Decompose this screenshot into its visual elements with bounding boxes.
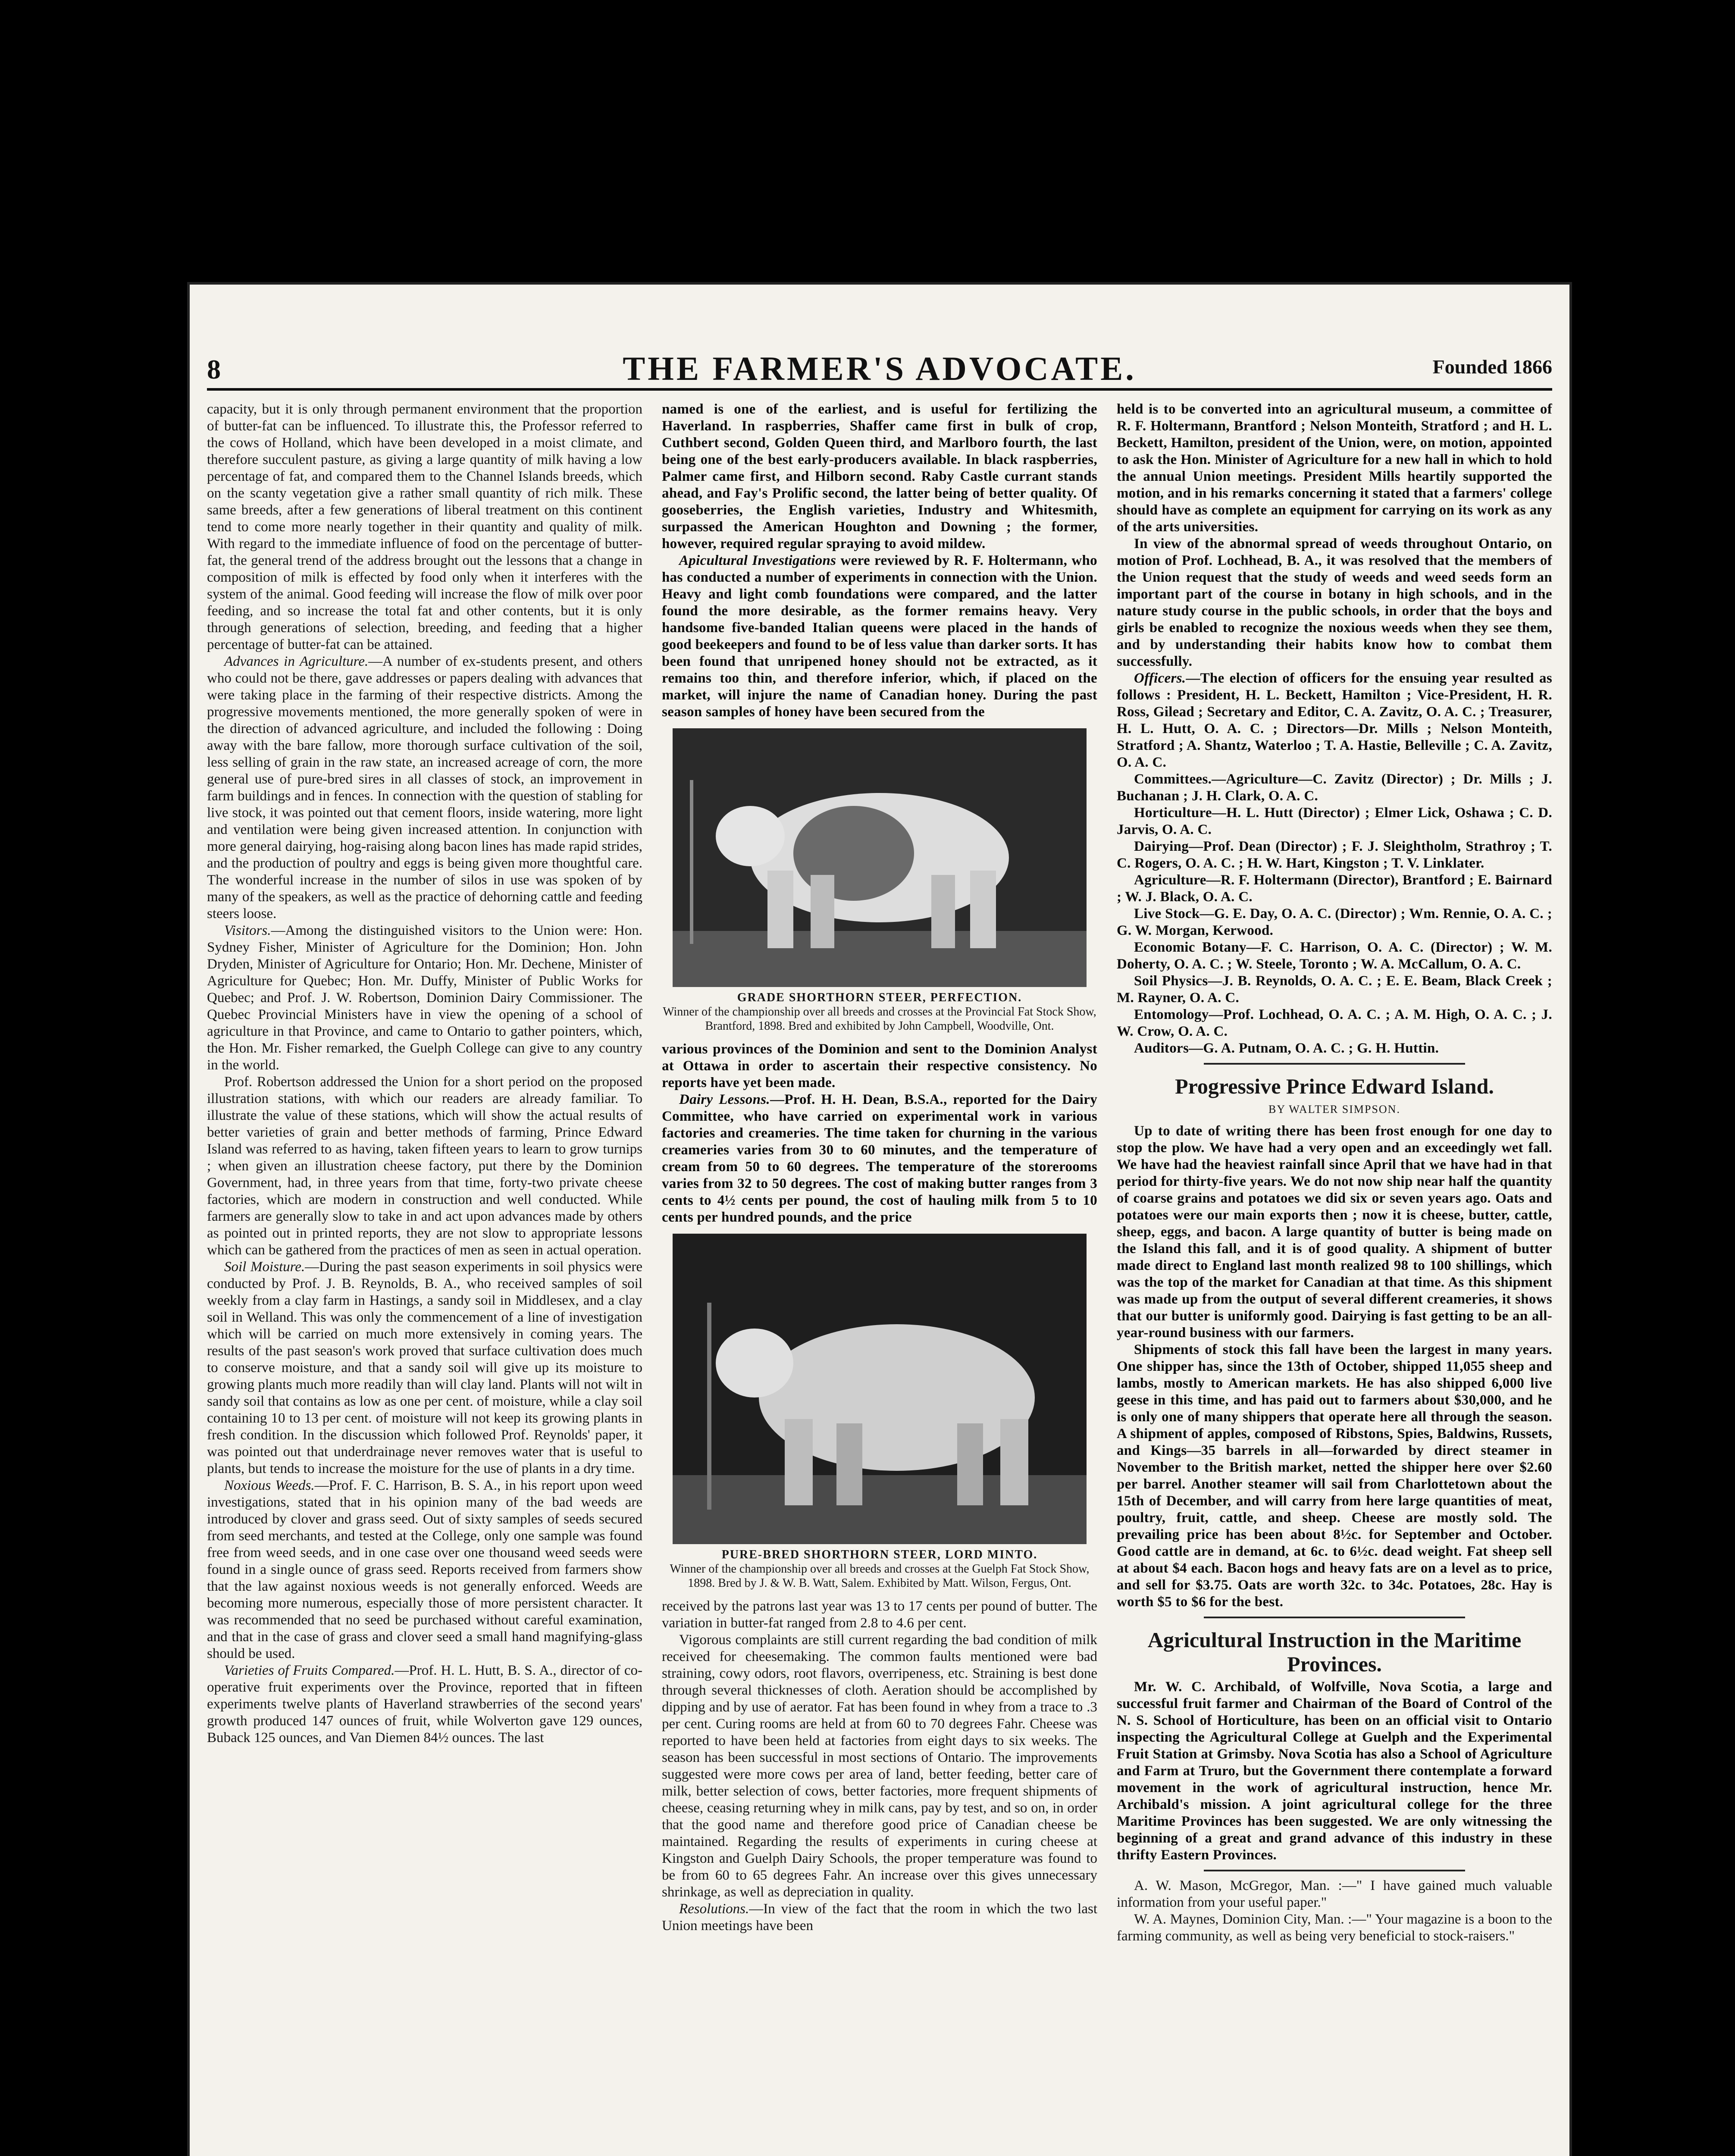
- paragraph-text: —During the past season experiments in soil physics were conducted by Prof. J. B. Reynolds, B. A., who received samples of soil weekly from a clay farm in Hastings, a sandy soil in Middlesex, and a clay soil in Welland. This was only the commencement of a line of investigation which will be carried on much more extensively in coming years. The results of the past season's work proved that surface cultivation does much to conserve moisture, and that a sandy soil will give up its moisture to growing plants much more readily than will clay land. Plants will not wilt in sandy soil that contains as low as one per cent. of moisture, while a clay soil containing 10 to 13 per cent. of moisture will not keep its growing plants in fresh condition. In the discussion which followed Prof. Reynolds' paper, it was pointed out that underdrainage never removes water that is useful to plants, but tends to increase the moisture for the use of plants in a dry time.: [207, 1259, 642, 1476]
- masthead: THE FARMER'S ADVOCATE.: [623, 350, 1137, 387]
- photo-title: GRADE SHORTHORN STEER, PERFECTION.: [737, 991, 1022, 1004]
- photo-caption-1: [662, 990, 1097, 1033]
- paragraph: capacity, but it is only through permanent environment that the proportion of butter-fat can be influenced. To illustrate this, the Professor referred to the cows of Holland, which have been developed in a moist climate, and therefore succulent pasture, as giving a large quantity of milk having a low percentage of fat, and compared them to the Channel Islands breeds, which on the scanty vegetation give a rather small quantity of rich milk. These same breeds, after a few generations of liberal treatment on this continent tend to come more nearly together in their quantity and quality of milk. With regard to the immediate influence of food on the percentage of butter-fat, the general trend of the address brought out the lessons that a change in composition of milk is effected by food only when it interferes with the system of the animal. Good feeding will increase the flow of milk over poor feeding, and so increase the total fat and other contents, but it is only through generations of selection, breeding, and feeding that a higher percentage of butter-fat can be attained.: [207, 401, 642, 652]
- photo-caption-2: [662, 1548, 1097, 1590]
- paragraph: [662, 1091, 1097, 1226]
- paragraph: [1117, 670, 1552, 771]
- newspaper-page: [190, 285, 1569, 2156]
- steer-photo-1: [673, 728, 1087, 987]
- steer-illustration-2: [673, 1234, 1087, 1544]
- page-number: 8: [207, 354, 221, 385]
- paragraph: In view of the abnormal spread of weeds throughout Ontario, on motion of Prof. Lochhead, B. A., it was resolved that the members of the Union request that the study of weeds and weed seeds form an important part of the course in botany in high schools, and in the nature study course in the public schools, in order that the boys and girls be enabled to recognize the noxious weeds when they see them, and by understanding their habits know how to combat them successfully.: [1117, 536, 1552, 669]
- subhead: Resolutions.: [679, 1901, 749, 1917]
- committee-line: Auditors—G. A. Putnam, O. A. C. ; G. H. Huttin.: [1134, 1040, 1439, 1056]
- steer-illustration-1: [673, 728, 1087, 987]
- subhead: Varieties of Fruits Compared.: [224, 1663, 395, 1678]
- paragraph: [207, 1259, 642, 1477]
- subhead: Officers.: [1134, 671, 1186, 686]
- paragraph: Shipments of stock this fall have been the largest in many years. One shipper has, since the 13th of October, shipped 11,055 sheep and lambs, mostly to American markets. He has also shipped 6,000 live geese in this time, and has paid out to farmers about $30,000, and he is only one of many shippers that operate here all through the season. A shipment of apples, composed of Ribstons, Spies, Baldwins, Russets, and Kings—35 barrels in all—forwarded by direct steamer in November to the British market, netted the shipper here over $2.60 per barrel. Another steamer will sail from Charlottetown about the 15th of December, and will carry from here large quantities of meat, poultry, fruit, cattle, and sheep. Cheese are mostly sold. The prevailing price has been about 8½c. for September and October. Good cattle are in demand, at 6c. to 6½c. dead weight. Fat sheep sell at about $4 each. Bacon hogs and heavy fats are on a level as to price, and sell for $3.75. Oats are worth 32c. to 34c. Potatoes, 28c. Hay is worth $5 to $6 for the best.: [1117, 1342, 1552, 1610]
- paragraph-text: —A number of ex-students present, and others who could not be there, gave addresses or papers dealing with advances that were taking place in the farming of their respective districts. Among the progressive movements mentioned, the more generally spoken of were in the direction of advanced agriculture, and included the following : Doing away with the bare fallow, more thorough surface cultivation of the soil, less selling of grain in the raw state, an increased acreage of corn, the more general use of pure-bred sires in all classes of stock, an improvement in farm buildings and in fences. In connection with the question of stabling for live stock, it was pointed out that cement floors, inside watering, more light and ventilation were being given increased attention. In conjunction with more general dairying, hog-raising along bacon lines has made rapid strides, and the production of poultry and eggs is being given more thoughtful care. The wonderful increase in the number of silos in use was spoken of by many of the speakers, as well as the practice of dehorning cattle and feeding steers loose.: [207, 654, 642, 921]
- paragraph: [662, 1901, 1097, 1934]
- committee-line: Dairying—Prof. Dean (Director) ; F. J. Sleightholm, Strathroy ; T. C. Rogers, O. A. C. ; H. W. Hart, Kingston ; T. V. Linklater.: [1117, 839, 1552, 871]
- paragraph: Mr. W. C. Archibald, of Wolfville, Nova Scotia, a large and successful fruit farmer and Chairman of the Board of Control of the N. S. School of Horticulture, has been on an official visit to Ontario inspecting the Agricultural College at Guelph and the Experimental Fruit Station at Grimsby. Nova Scotia has also a School of Agriculture and Farm at Truro, but the Government there contemplate a forward movement in the work of agricultural instruction, hence Mr. Archibald's mission. A joint agricultural college for the three Maritime Provinces has been suggested. We are only witnessing the beginning of a great and grand advance of this industry in these thrifty Eastern Provinces.: [1117, 1679, 1552, 1863]
- paragraph-text: —Prof. H. L. Hutt, B. S. A., director of co-operative fruit experiments over the Province, reported that in fifteen experiments twelve plants of Haverland strawberries of the second years' growth produced 147 ounces of fruit, while Wolverton gave 129 ounces, Buback 125 ounces, and Van Diemen 84½ ounces. The last: [207, 1663, 642, 1745]
- paragraph-text: —The election of officers for the ensuing year resulted as follows : President, H. L. Beckett, Hamilton ; Vice-President, H. R. Ross, Gilead ; Secretary and Editor, C. A. Zavitz, O. A. C. ; Treasurer, H. L. Hutt, O. A. C. ; Directors—Dr. Mills ; Nelson Monteith, Stratford ; A. Shantz, Waterloo ; T. A. Hastie, Belleville ; C. A. Zavitz, O. A. C.: [1117, 671, 1552, 770]
- paragraph-text: —Prof. F. C. Harrison, B. S. A., in his report upon weed investigations, stated that in his opinion many of the bad weeds are introduced by clover and grass seed. Out of sixty samples of seeds secured from seed merchants, and tested at the College, only one sample was found free from weed seeds, and in one case over one thousand weed seeds were found in a single ounce of grass seed. Reports received from farmers show that the law against noxious weeds is not generally enforced. Weeds are becoming more numerous, especially those of more persistent character. It was recommended that no seed be purchased without careful examination, and that in the case of grass and clover seed a small hand magnifying-glass should be used.: [207, 1478, 642, 1661]
- committee-line: Live Stock—G. E. Day, O. A. C. (Director) ; Wm. Rennie, O. A. C. ; G. W. Morgan, Kerwood.: [1117, 906, 1552, 938]
- steer-photo-2: [673, 1234, 1087, 1544]
- paragraph: [207, 922, 642, 1074]
- column-2: [662, 401, 1097, 2156]
- subhead: Soil Moisture.: [224, 1259, 305, 1275]
- photo-caption-text: Winner of the championship over all breeds and crosses at the Provincial Fat Stock Show, Brantford, 1898. Bred and exhibited by John Campbell, Woodville, Ont.: [663, 1005, 1096, 1033]
- subhead: Dairy Lessons.: [679, 1092, 770, 1107]
- column-3: [1117, 401, 1552, 2156]
- subhead: Apicultural Investigations: [679, 553, 836, 568]
- divider: [1204, 1063, 1465, 1065]
- subhead: Advances in Agriculture.: [224, 654, 369, 669]
- byline: BY WALTER SIMPSON.: [1268, 1103, 1400, 1116]
- committee-line: Horticulture—H. L. Hutt (Director) ; Elmer Lick, Oshawa ; C. D. Jarvis, O. A. C.: [1117, 805, 1552, 837]
- subhead: Noxious Weeds.: [224, 1478, 315, 1493]
- committee-line: Soil Physics—J. B. Reynolds, O. A. C. ; E. E. Beam, Black Creek ; M. Rayner, O. A. C.: [1117, 973, 1552, 1006]
- committee-line: Entomology—Prof. Lochhead, O. A. C. ; A. M. High, O. A. C. ; J. W. Crow, O. A. C.: [1117, 1007, 1552, 1039]
- testimonial: A. W. Mason, McGregor, Man. :—" I have gained much valuable information from your useful paper.": [1117, 1878, 1552, 1910]
- paragraph: various provinces of the Dominion and sent to the Dominion Analyst at Ottawa in order to ascertain their respective consistency. No reports have yet been made.: [662, 1041, 1097, 1091]
- testimonial: W. A. Maynes, Dominion City, Man. :—" Your magazine is a boon to the farming community, as well as being very beneficial to stock-raisers.": [1117, 1912, 1552, 1944]
- paragraph-text: —In view of the fact that the room in which the two last Union meetings have been: [662, 1901, 1097, 1934]
- article-heading: Progressive Prince Edward Island.: [1175, 1074, 1494, 1098]
- paragraph: received by the patrons last year was 13 to 17 cents per pound of butter. The variation in butter-fat ranged from 2.8 to 4.6 per cent.: [662, 1598, 1097, 1631]
- paragraph: [207, 1662, 642, 1746]
- paragraph: named is one of the earliest, and is useful for fertilizing the Haverland. In raspberries, Shaffer came first in bulk of crop, Cuthbert second, Golden Queen third, and Marlboro fourth, the last being one of the best early-producers available. In black raspberries, Palmer came first, and Hilborn second. Raby Castle currant stands ahead, and Fay's Prolific second, the latter being of better quality. Of gooseberries, the English varieties, Industry and Whitesmith, surpassed the American Houghton and Downing ; the former, however, required regular spraying to avoid mildew.: [662, 401, 1097, 552]
- paragraph-text: —Among the distinguished visitors to the Union were: Hon. Sydney Fisher, Minister of Agriculture for the Dominion; Hon. John Dryden, Minister of Agriculture for Ontario; Hon. Mr. Dechene, Minister of Agriculture for Quebec; Hon. Mr. Duffy, Minister of Public Works for Quebec; and Prof. J. W. Robertson, Dominion Dairy Commissioner. The Quebec Provincial Ministers have in view the opening of a school of agriculture in that Province, and came to Ontario to gather pointers, which, the Hon. Mr. Fisher remarked, the Guelph College can give to any country in the world.: [207, 923, 642, 1073]
- paragraph-text: were reviewed by R. F. Holtermann, who has conducted a number of experiments in connection with the Union. Heavy and light comb foundations were compared, and the latter found the more desirable, as the former remains heavy. Very handsome five-banded Italian queens were placed in the hands of good beekeepers and found to be of less value than darker sorts. It has been found that unripened honey should not be extracted, as it remains too thin, and therefore inferior, which, if placed on the market, will injure the name of Canadian honey. During the past season samples of honey have been secured from the: [662, 553, 1097, 720]
- photo-caption-text: Winner of the championship over all breeds and crosses at the Guelph Fat Stock Show, 1898. Bred by J. & W. B. Watt, Salem. Exhibited by Matt. Wilson, Fergus, Ont.: [670, 1562, 1090, 1590]
- divider: [1204, 1870, 1465, 1871]
- founded-label: Founded 1866: [1432, 356, 1552, 378]
- page-header: [207, 349, 1552, 391]
- committee-line: Agriculture—R. F. Holtermann (Director), Brantford ; E. Bairnard ; W. J. Black, O. A. C.: [1117, 872, 1552, 905]
- paragraph: Up to date of writing there has been frost enough for one day to stop the plow. We have had a very open and an exceedingly wet fall. We have had the heaviest rainfall since April that we have had in that period for thirty-five years. We do not now ship near half the quantity of coarse grains and potatoes we did six or seven years ago. Oats and potatoes were our main exports then ; now it is cheese, butter, cattle, sheep, eggs, and bacon. A large quantity of butter is being made on the Island this fall, and it is of good quality. A shipment of butter made direct to England last month realized 98 to 100 shillings, which was the top of the market for Canadian at that time. As this shipment was made up from the output of several different creameries, it shows that our butter is uniformly good. Dairying is fast getting to be an all-year-round business with our farmers.: [1117, 1123, 1552, 1341]
- paragraph: [662, 552, 1097, 721]
- column-1: [207, 401, 642, 2156]
- committee-line: Committees.—Agriculture—C. Zavitz (Director) ; Dr. Mills ; J. Buchanan ; J. H. Clark, O. A. C.: [1117, 771, 1552, 804]
- paragraph-text: —Prof. H. H. Dean, B.S.A., reported for the Dairy Committee, who have carried on experimental work in various factories and creameries. The time taken for churning in the various creameries varies from 30 to 60 minutes, and the temperature of cream from 50 to 60 degrees. The temperature of the storerooms varies from 32 to 50 degrees. The cost of making butter ranges from 3 cents to 4½ cents per pound, the cost of hauling milk from 5 to 10 cents per hundred pounds, and the price: [662, 1092, 1097, 1225]
- film-border-left: [0, 0, 190, 2156]
- paragraph: [207, 1477, 642, 1662]
- committee-line: Economic Botany—F. C. Harrison, O. A. C. (Director) ; W. M. Doherty, O. A. C. ; W. Steele, Toronto ; W. A. McCallum, O. A. C.: [1117, 940, 1552, 972]
- paragraph: held is to be converted into an agricultural museum, a committee of R. F. Holtermann, Brantford ; Nelson Monteith, Stratford ; and H. L. Beckett, Hamilton, president of the Union, were, on motion, appointed to ask the Hon. Minister of Agriculture for a new hall in which to hold the annual Union meetings. President Mills heartily supported the motion, and in his remarks concerning it stated that a farmers' college should have as complete an equipment for carrying on its work as any of the arts universities.: [1117, 401, 1552, 535]
- photo-title: PURE-BRED SHORTHORN STEER, LORD MINTO.: [721, 1548, 1038, 1561]
- paragraph: Prof. Robertson addressed the Union for a short period on the proposed illustration stations, with which our readers are already familiar. To illustrate the value of these stations, which will show the actual results of better varieties of grain and better methods of farming, Prince Edward Island was referred to as having, taken fifteen years to learn to grow turnips ; when given an illustration cheese factory, put there by the Dominion Government, had, in three years from that time, forty-two private cheese factories, which are modern in construction and well conducted. While farmers are generally slow to take in and act upon advances made by others as pointed out in printed reports, they are not slow to appropriate lessons which can be gathered from the practices of men as seen in actual operation.: [207, 1074, 642, 1258]
- article-heading: Agricultural Instruction in the Maritime Provinces.: [1147, 1628, 1522, 1676]
- film-border-right: [1569, 0, 1735, 2156]
- paragraph: Vigorous complaints are still current regarding the bad condition of milk received for cheesemaking. The common faults mentioned were bad straining, cowy odors, root flavors, overripeness, etc. Straining is best done through several thicknesses of cloth. Aeration should be accomplished by dipping and by use of aerator. Fat has been found in whey from a trace to .3 per cent. Curing rooms are held at from 60 to 70 degrees Fahr. Cheese was reported to have been held at factories from eight days to six weeks. The season has been successful in most sections of Ontario. The improvements suggested were more cows per area of land, better feeding, better care of milk, better selection of cows, better factories, more frequent shipments of cheese, ceasing returning whey in milk cans, pay by test, and so on, in order that the good name and therefore good price of Canadian cheese be maintained. Regarding the results of experiments in curing cheese at Kingston and Guelph Dairy Schools, the proper temperature was found to be from 60 to 65 degrees Fahr. An increase over this gives unnecessary shrinkage, as well as depreciation in quality.: [662, 1632, 1097, 1900]
- divider: [1204, 1617, 1465, 1618]
- subhead: Visitors.: [224, 923, 271, 938]
- paragraph: [207, 653, 642, 922]
